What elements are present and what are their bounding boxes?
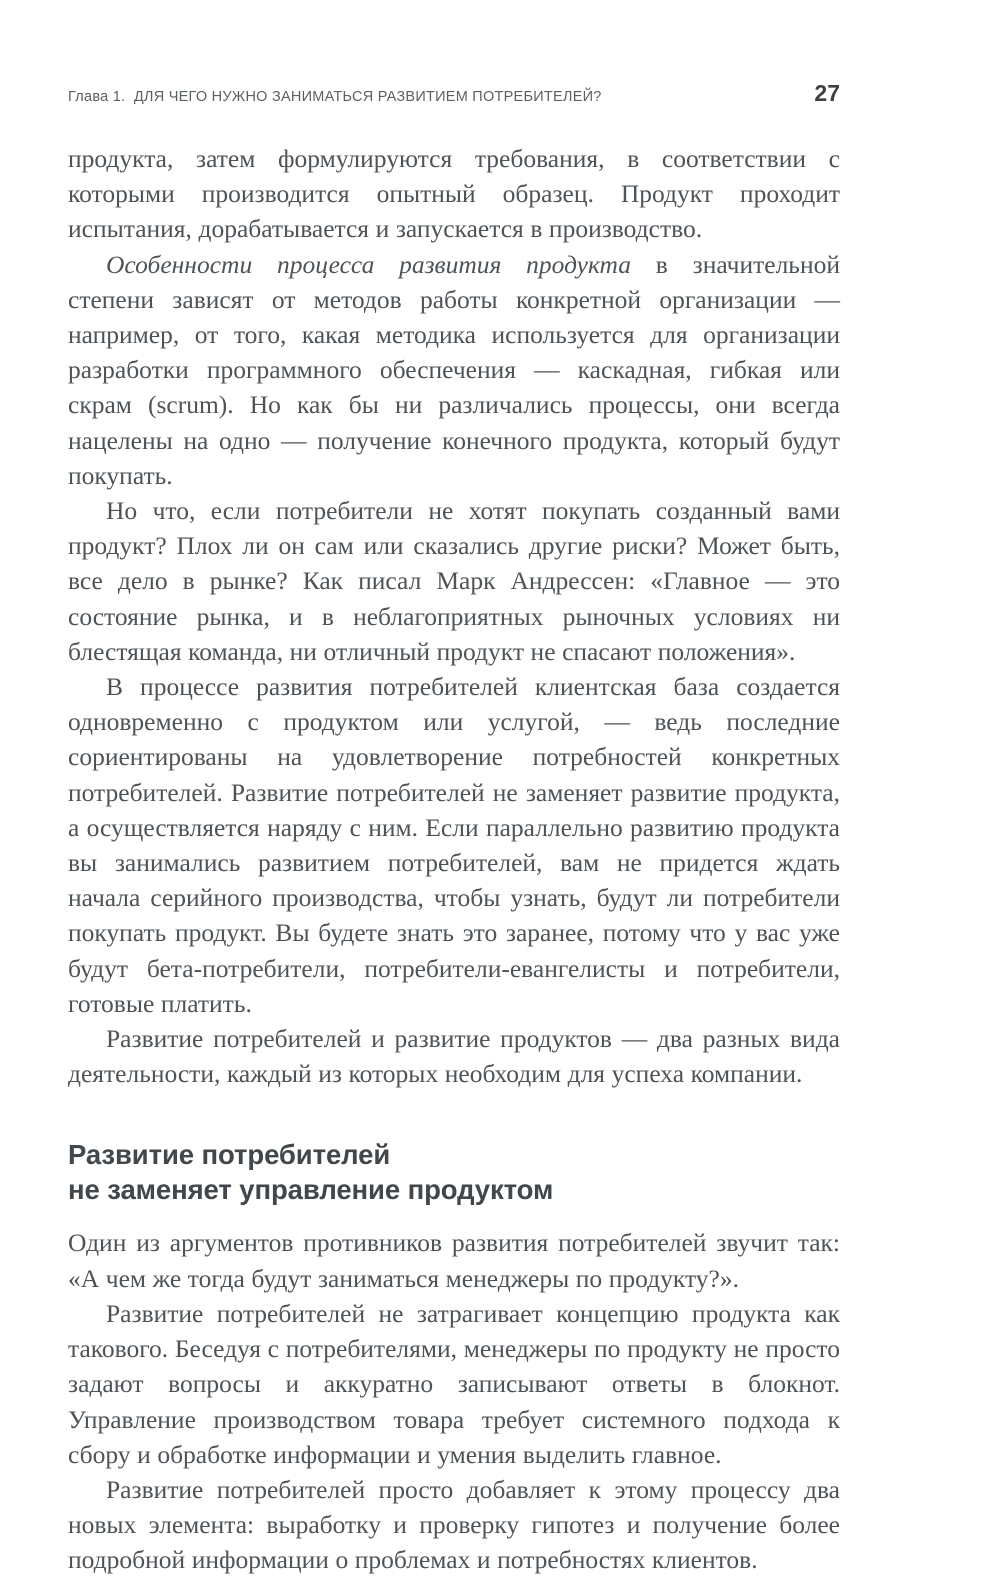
chapter-title: ДЛЯ ЧЕГО НУЖНО ЗАНИМАТЬСЯ РАЗВИТИЕМ ПОТРЕБИТЕЛЕЙ?: [133, 89, 602, 105]
italic-phrase: Особенности процесса развития продукта: [106, 249, 632, 279]
section-heading-line-1: Развитие потребителей: [68, 1139, 391, 1171]
body-text-block: [68, 141, 840, 1091]
chapter-label: Глава 1.: [68, 89, 126, 105]
section-paragraph-argument: Один из аргументов противников развития потребителей звучит так: «А чем же тогда будут заниматься менеджеры по продукту?».: [68, 1228, 840, 1293]
paragraph-customer-development-process: В процессе развития потребителей клиентская база создается одновременно с продуктом или услугой, — ведь последние сориентированы на удовлетворение потребностей конкретных потребителей. Развитие потребителей не заменяет развитие продукта, а осуществляется наряду с ним. Если параллельно развитию продукта вы занимались развитием потребителей, вам не придется ждать начала серийного производства, чтобы узнать, будут ли потребители покупать продукт. Вы будете знать это заранее, потому что у вас уже будут бета-потребители, потребители-евангелисты и потребители, готовые платить.: [68, 672, 840, 1018]
section-text-block: [68, 1225, 840, 1577]
section-heading-line-2: не заменяет управление продуктом: [68, 1174, 554, 1206]
section-paragraph-two-elements: Развитие потребителей просто добавляет к этому процессу два новых элемента: выработку и проверку гипотез и получение более подробной информации о проблемах и потребностях клиентов.: [68, 1474, 840, 1575]
running-head-title: [68, 89, 602, 105]
page-content-column: [68, 0, 840, 1578]
paragraph-product-development-specifics: [68, 247, 840, 493]
paragraph-continuation: продукта, затем формулируются требования, в соответствии с которыми производится опытный образец. Продукт проходит испытания, дорабатывается и запускается в производство.: [68, 144, 840, 244]
paragraph-two-activities: Развитие потребителей и развитие продуктов — два разных вида деятельности, каждый из которых необходим для успеха компании.: [68, 1024, 840, 1089]
page-number: 27: [814, 80, 840, 106]
paragraph-remainder: в значительной степени зависят от методов работы конкретной организации — например, от того, какая методика используется для организации разработки программного обеспечения — каскадная, гибкая или скрам (scrum). Но как бы ни различались процессы, они всегда нацелены на одно — получение конечного продукта, который будут покупать.: [68, 249, 840, 490]
section-heading: [68, 1137, 840, 1207]
running-head: [68, 82, 840, 108]
paragraph-what-if-customers: Но что, если потребители не хотят покупать созданный вами продукт? Плох ли он сам или сказались другие риски? Может быть, все дело в рынке? Как писал Марк Андрессен: «Главное — это состояние рынка, и в неблагоприятных рыночных условиях ни блестящая команда, ни отличный продукт не спасают положения».: [68, 496, 840, 666]
section-paragraph-concept: Развитие потребителей не затрагивает концепцию продукта как такового. Беседуя с потребителями, менеджеры по продукту не просто задают вопросы и аккуратно записывают ответы в блокнот. Управление производством товара требует системного подхода к сбору и обработке информации и умения выделить главное.: [68, 1298, 840, 1469]
